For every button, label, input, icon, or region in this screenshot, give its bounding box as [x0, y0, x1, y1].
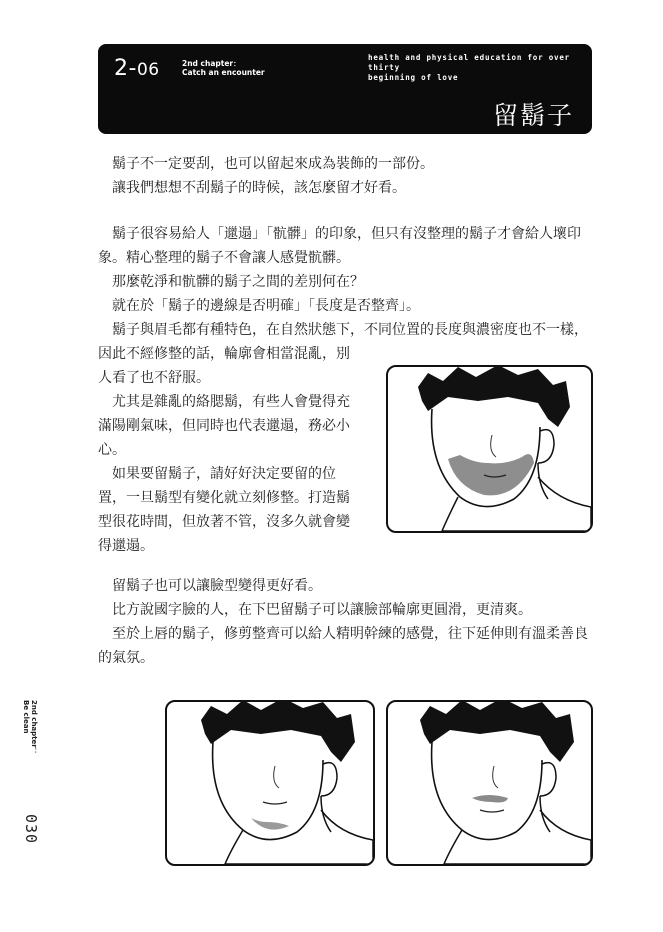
chapter-header	[98, 44, 592, 134]
paragraph: 心。	[98, 442, 126, 458]
page-number: 030	[22, 814, 40, 845]
mustache-face-icon	[388, 702, 591, 864]
full-beard-face-icon	[388, 367, 591, 531]
paragraph: 置，一旦鬍型有變化就立刻修整。打造鬍	[98, 490, 350, 506]
page-title: 留鬍子	[492, 101, 574, 130]
paragraph: 的氣氛。	[98, 650, 154, 666]
paragraph: 至於上唇的鬍子，修剪整齊可以給人精明幹練的感覺，往下延伸則有溫柔善良	[112, 626, 588, 642]
face-shape-text	[98, 574, 592, 670]
paragraph: 滿陽剛氣味，但同時也代表邋遢，務必小	[98, 418, 350, 434]
chapter-english-line1: 2nd chapter：	[182, 59, 241, 68]
chapter-english	[182, 59, 265, 77]
series-english	[368, 53, 592, 83]
paragraph: 鬍子不一定要刮，也可以留起來成為裝飾的一部份。	[112, 156, 434, 172]
paragraph: 鬍子與眉毛都有種特色，在自然狀態下，不同位置的長度與濃密度也不一樣，	[112, 322, 588, 338]
paragraph: 如果要留鬍子，請好好決定要留的位	[112, 466, 336, 482]
chapter-number-minor: 06	[136, 60, 160, 80]
paragraph: 因此不經修整的話，輪廓會相當混亂，別	[98, 346, 350, 362]
side-label-line2: Be clean	[22, 700, 30, 734]
paragraph: 那麼乾淨和骯髒的鬍子之間的差別何在？	[112, 274, 364, 290]
full-beard-panel	[386, 365, 593, 533]
series-english-line1: health and physical education for over thirty	[368, 53, 570, 72]
paragraph: 比方說國字臉的人，在下巴留鬍子可以讓臉部輪廓更圓滑，更清爽。	[112, 602, 532, 618]
chapter-number-major: 2-	[114, 56, 137, 81]
paragraph: 讓我們想想不刮鬍子的時候，該怎麼留才好看。	[112, 180, 406, 196]
series-english-line2: beginning of love	[368, 73, 459, 82]
paragraph: 鬍子很容易給人「邋遢」「骯髒」的印象，但只有沒整理的鬍子才會給人壞印	[112, 226, 581, 242]
side-chapter-label	[22, 700, 38, 755]
paragraph: 型很花時間，但放著不管，沒多久就會變	[98, 514, 350, 530]
chapter-english-line2: Catch an encounter	[182, 68, 265, 77]
chapter-number	[114, 56, 160, 81]
side-label-line1: 2nd chapter：	[30, 700, 38, 755]
paragraph: 人看了也不舒服。	[98, 370, 210, 386]
paragraph: 得邋遢。	[98, 538, 154, 554]
chin-beard-panel	[165, 700, 375, 866]
paragraph: 象。精心整理的鬍子不會讓人感覺骯髒。	[98, 250, 350, 266]
paragraph: 就在於「鬍子的邊線是否明確」「長度是否整齊」。	[112, 298, 420, 314]
paragraph: 尤其是雜亂的絡腮鬍，有些人會覺得充	[112, 394, 350, 410]
chin-beard-face-icon	[167, 702, 373, 864]
mustache-panel	[386, 700, 593, 866]
intro-text	[98, 152, 592, 200]
paragraph: 留鬍子也可以讓臉型變得更好看。	[112, 578, 322, 594]
